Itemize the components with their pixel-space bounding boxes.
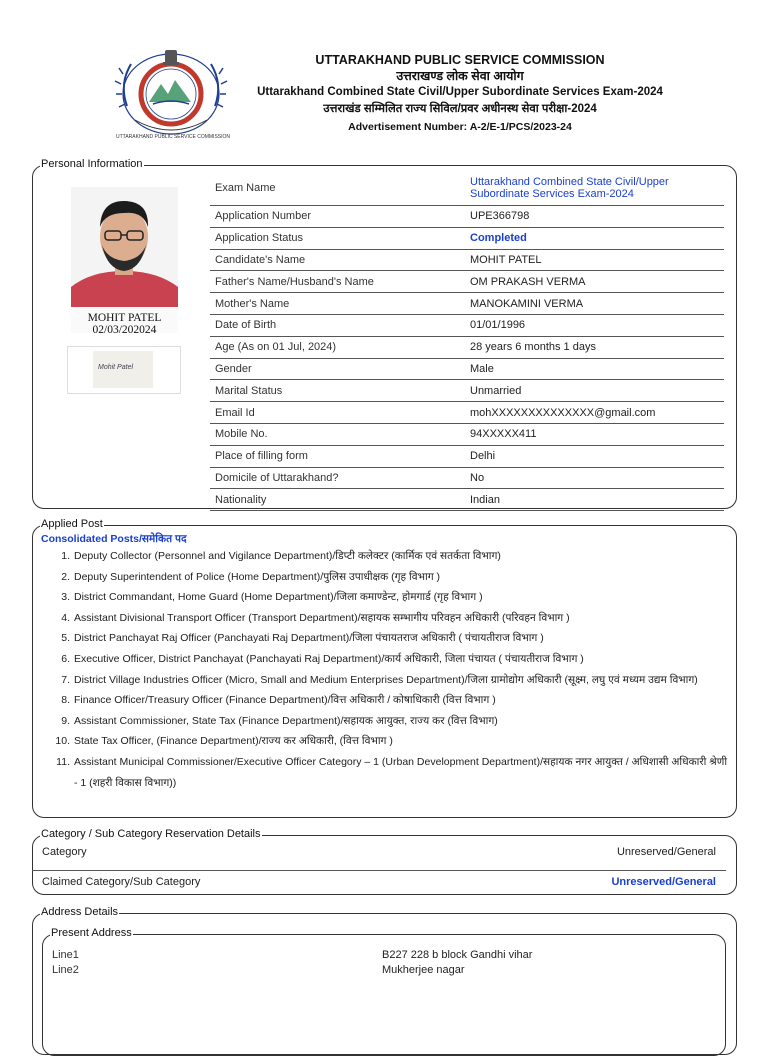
personal-info-label: Place of filling form [215, 450, 308, 463]
personal-info-label: Exam Name [215, 182, 276, 194]
personal-info-legend: Personal Information [41, 158, 143, 170]
personal-info-table [210, 171, 724, 511]
consolidated-posts-heading: Consolidated Posts/समेकित पद [41, 533, 187, 545]
present-address-legend: Present Address [51, 927, 132, 939]
category-table [42, 846, 716, 898]
post-number: 7. [61, 673, 70, 686]
exam-title-hi: उत्तराखंड सम्मिलित राज्य सिविल/प्रवर अधीनस्थ सेवा परीक्षा-2024 [323, 103, 597, 115]
post-item [48, 546, 728, 567]
claimed-category-label: Claimed Category/Sub Category [42, 876, 201, 888]
post-item [48, 567, 728, 588]
post-item [48, 649, 728, 670]
personal-info-value: OM PRAKASH VERMA [470, 275, 586, 288]
post-item [48, 711, 728, 732]
claimed-category-row [42, 876, 716, 898]
personal-info-label: Candidate's Name [215, 253, 306, 266]
personal-info-row [210, 271, 724, 293]
photo-date-label: 02/03/202024 [92, 324, 157, 336]
personal-info-label: Email Id [215, 406, 255, 419]
personal-info-row [210, 489, 724, 511]
post-number: 4. [61, 611, 70, 624]
address-line1-value: B227 228 b block Gandhi vihar [382, 949, 533, 961]
post-text: Deputy Superintendent of Police (Home Department)/पुलिस उपाधीक्षक (गृह विभाग ) [74, 570, 441, 583]
personal-info-label: Father's Name/Husband's Name [215, 275, 374, 288]
personal-info-value: Uttarakhand Combined State Civil/Upper Subordinate Services Exam-2024 [470, 176, 669, 200]
post-number: 10. [55, 735, 70, 748]
address-line1-label: Line1 [52, 949, 79, 961]
personal-info-label: Nationality [215, 493, 267, 506]
posts-list [48, 546, 728, 793]
personal-info-row [210, 206, 724, 228]
personal-info-row [210, 424, 724, 446]
category-row [42, 846, 716, 868]
post-text: Finance Officer/Treasury Officer (Finance Department)/वित्त अधिकारी / कोषाधिकारी (वित्त विभाग ) [74, 694, 496, 707]
personal-info-value: Delhi [470, 450, 496, 463]
personal-info-value: 01/01/1996 [470, 319, 526, 332]
post-text: State Tax Officer, (Finance Department)/राज्य कर अधिकारी, (वित्त विभाग ) [74, 735, 393, 748]
claimed-category-value: Unreserved/General [611, 876, 716, 888]
post-item [48, 731, 728, 752]
commission-name-en: UTTARAKHAND PUBLIC SERVICE COMMISSION [315, 53, 605, 67]
personal-info-label: Gender [215, 362, 252, 375]
post-item [48, 670, 728, 691]
signature-image: Mohit Patel [98, 364, 134, 371]
post-number: 9. [61, 714, 70, 727]
header-block [240, 53, 680, 136]
post-text: District Village Industries Officer (Micro, Small and Medium Enterprises Department)/जिला ग्रामोद्योग अधिकारी (सूक्ष्म, लघु एवं मध्यम उद्यम विभाग) [74, 673, 698, 686]
personal-info-label: Mother's Name [215, 297, 290, 310]
address-line2-value: Mukherjee nagar [382, 964, 465, 976]
applied-post-legend: Applied Post [41, 518, 103, 530]
personal-info-row [210, 446, 724, 468]
personal-info-label: Domicile of Uttarakhand? [215, 471, 339, 484]
personal-info-row [210, 468, 724, 490]
post-text: Deputy Collector (Personnel and Vigilance Department)/डिप्टी कलेक्टर (कार्मिक एवं सतर्कता विभाग) [74, 550, 501, 562]
commission-logo [113, 44, 229, 144]
post-text: District Commandant, Home Guard (Home Department)/जिला कमाण्डेन्ट, होमगार्ड (गृह विभाग ) [74, 591, 483, 604]
personal-info-value: mohXXXXXXXXXXXXXX@gmail.com [470, 406, 656, 419]
post-number: 6. [61, 652, 70, 665]
post-item [48, 690, 728, 711]
personal-info-label: Application Number [215, 210, 311, 223]
address-line2-row [52, 963, 652, 978]
candidate-photo [71, 187, 178, 336]
personal-info-label: Application Status [215, 232, 304, 245]
personal-info-value: Indian [470, 493, 500, 506]
personal-info-label: Age (As on 01 Jul, 2024) [215, 341, 337, 354]
personal-info-row [210, 293, 724, 315]
post-number: 3. [61, 591, 70, 604]
personal-info-value: MOHIT PATEL [470, 253, 542, 266]
category-value: Unreserved/General [616, 846, 716, 858]
personal-info-label: Marital Status [215, 384, 283, 397]
post-number: 5. [61, 632, 70, 645]
post-text: Assistant Municipal Commissioner/Executive Officer Category – 1 (Urban Development Department)/सहायक नगर आयुक्त / अधिशासी अधिकारी श्रेणी - 1 (शहरी विकास विभाग)) [74, 755, 728, 789]
photo-name-label: MOHIT PATEL [87, 312, 162, 324]
post-text: Executive Officer, District Panchayat (Panchayati Raj Department)/कार्य अधिकारी, जिला पंचायत ( पंचायतीराज विभाग ) [74, 652, 584, 665]
personal-info-value: Male [470, 362, 494, 375]
personal-info-row [210, 250, 724, 272]
commission-name-hi: उत्तराखण्ड लोक सेवा आयोग [396, 69, 524, 83]
address-line1-row [52, 948, 652, 963]
advertisement-number: Advertisement Number: A-2/E-1/PCS/2023-24 [348, 121, 572, 133]
post-item [48, 752, 728, 793]
personal-info-value: MANOKAMINI VERMA [470, 297, 584, 310]
address-legend: Address Details [41, 906, 119, 918]
signature-box [67, 346, 181, 394]
exam-title-en: Uttarakhand Combined State Civil/Upper Subordinate Services Exam-2024 [257, 86, 663, 98]
personal-info-row [210, 315, 724, 337]
personal-info-value: Unmarried [470, 384, 522, 397]
personal-info-value: Completed [470, 232, 527, 245]
post-number: 11. [56, 755, 70, 768]
post-text: Assistant Divisional Transport Officer (Transport Department)/सहायक सम्भागीय परिवहन अधिकारी (परिवहन विभाग ) [74, 611, 570, 624]
personal-info-label: Mobile No. [215, 428, 268, 441]
present-address-table [52, 948, 652, 978]
personal-info-value: 94XXXXX411 [470, 428, 537, 441]
post-item [48, 608, 728, 629]
personal-info-value: 28 years 6 months 1 days [470, 341, 596, 354]
personal-info-label: Date of Birth [215, 319, 277, 332]
post-number: 1. [61, 550, 70, 562]
address-line2-label: Line2 [52, 964, 79, 976]
post-text: District Panchayat Raj Officer (Panchayati Raj Department)/जिला पंचायतराज अधिकारी ( पंचायतीराज विभाग ) [74, 632, 544, 645]
post-item [48, 628, 728, 649]
post-text: Assistant Commissioner, State Tax (Finance Department)/सहायक आयुक्त, राज्य कर (वित्त विभाग) [74, 714, 498, 727]
logo-caption: UTTARAKHAND PUBLIC SERVICE COMMISSION [116, 134, 230, 140]
category-label: Category [42, 846, 87, 858]
personal-info-row [210, 337, 724, 359]
post-item [48, 587, 728, 608]
personal-info-row [210, 171, 724, 206]
post-number: 2. [61, 570, 70, 583]
personal-info-value: UPE366798 [470, 210, 530, 223]
post-number: 8. [61, 694, 70, 707]
personal-info-row [210, 228, 724, 250]
personal-info-value: No [470, 471, 485, 484]
personal-info-row [210, 359, 724, 381]
personal-info-row [210, 380, 724, 402]
personal-info-row [210, 402, 724, 424]
category-legend: Category / Sub Category Reservation Details [41, 828, 261, 840]
